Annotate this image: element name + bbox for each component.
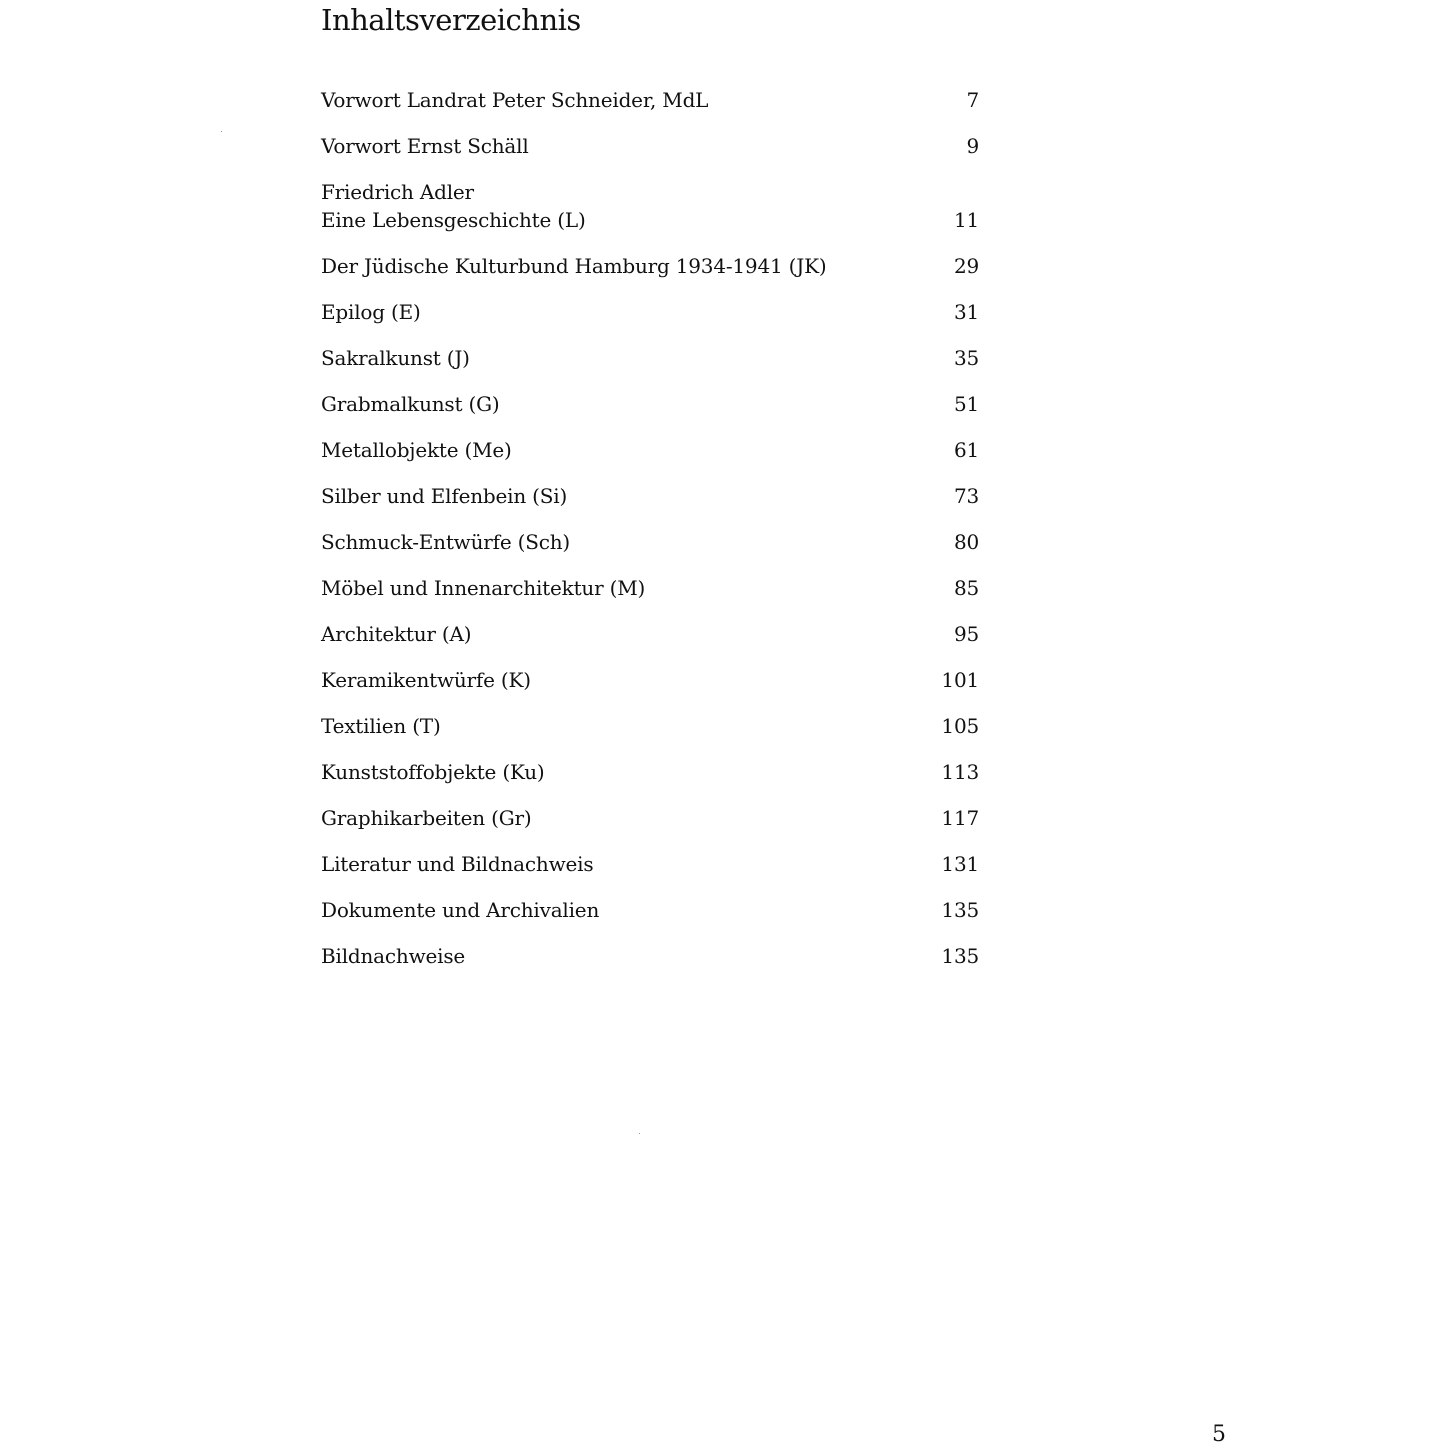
toc-entry-title-line: Grabmalkunst (G) [321,392,500,416]
toc-entry-title [321,344,921,372]
toc-entry-title-line: Silber und Elfenbein (Si) [321,484,568,508]
toc-entry-title-line: Graphikarbeiten (Gr) [321,806,532,830]
toc-entry-page-number: 105 [941,714,979,738]
scan-speck [639,1133,640,1134]
toc-entry-title-line: Keramikentwürfe (K) [321,668,531,692]
toc-entry-title [321,482,921,510]
toc-entry-page-number: 117 [941,806,979,830]
toc-entry-title-line: Architektur (A) [321,622,472,646]
toc-entry-title [321,298,921,326]
toc-entry-title [321,178,921,234]
toc-entry [321,178,981,234]
toc-entry-title-line: Metallobjekte (Me) [321,438,512,462]
toc-entry-title [321,528,921,556]
toc-entry-title-line: Vorwort Landrat Peter Schneider, MdL [321,88,709,112]
toc-entry-page-number: 11 [953,208,979,232]
toc-entry-page-number: 113 [941,760,979,784]
toc-entry-page-number: 135 [941,898,979,922]
toc-entry-title-line: Der Jüdische Kulturbund Hamburg 1934-1941 (JK) [321,254,827,278]
toc-entry [321,712,981,740]
toc-entry-page-number: 101 [941,668,979,692]
page-number: 5 [1212,1422,1226,1447]
toc-entry [321,574,981,602]
toc-entry [321,850,981,878]
toc-entry-title-line: Friedrich Adler [321,180,474,204]
toc-entry [321,620,981,648]
toc-entry-title [321,86,921,114]
toc-entry-title [321,896,921,924]
toc-entry [321,86,981,114]
toc-entry-title [321,804,921,832]
toc-entry [321,390,981,418]
toc-entry-title [321,712,921,740]
toc-entry-page-number: 29 [953,254,979,278]
toc-entry-page-number: 73 [953,484,979,508]
table-of-contents [321,86,981,988]
toc-entry-title [321,850,921,878]
toc-entry-page-number: 80 [953,530,979,554]
toc-entry-title-line: Bildnachweise [321,944,466,968]
toc-entry-title [321,620,921,648]
toc-entry-page-number: 9 [966,134,979,158]
toc-entry-title [321,666,921,694]
scan-speck [221,131,222,132]
toc-entry-page-number: 7 [966,88,979,112]
toc-entry [321,132,981,160]
toc-entry-title [321,942,921,970]
toc-entry [321,896,981,924]
toc-entry [321,942,981,970]
toc-entry [321,298,981,326]
toc-entry [321,344,981,372]
toc-entry-title [321,132,921,160]
toc-entry [321,758,981,786]
page-title: Inhaltsverzeichnis [321,3,581,37]
toc-entry [321,252,981,280]
toc-entry-page-number: 135 [941,944,979,968]
toc-entry-page-number: 61 [953,438,979,462]
toc-entry-title [321,758,921,786]
toc-entry-title [321,436,921,464]
toc-entry-page-number: 51 [953,392,979,416]
toc-entry [321,804,981,832]
toc-entry-page-number: 95 [953,622,979,646]
toc-entry-page-number: 131 [941,852,979,876]
toc-entry-title [321,574,921,602]
toc-entry-page-number: 31 [953,300,979,324]
toc-entry [321,528,981,556]
toc-entry-title-line: Dokumente und Archivalien [321,898,600,922]
toc-entry-title-line: Literatur und Bildnachweis [321,852,594,876]
toc-entry-title-line: Schmuck-Entwürfe (Sch) [321,530,571,554]
toc-entry-title-line: Kunststoffobjekte (Ku) [321,760,545,784]
toc-entry-title [321,390,921,418]
toc-entry-title [321,252,921,280]
toc-entry-page-number: 35 [953,346,979,370]
toc-entry [321,666,981,694]
toc-entry-title-line: Epilog (E) [321,300,421,324]
toc-entry [321,482,981,510]
toc-entry [321,436,981,464]
toc-entry-title-line: Möbel und Innenarchitektur (M) [321,576,646,600]
toc-entry-title-line: Vorwort Ernst Schäll [321,134,529,158]
toc-entry-title-line: Sakralkunst (J) [321,346,470,370]
toc-entry-page-number: 85 [953,576,979,600]
toc-entry-subtitle: Eine Lebensgeschichte (L) [321,208,586,232]
toc-entry-title-line: Textilien (T) [321,714,441,738]
